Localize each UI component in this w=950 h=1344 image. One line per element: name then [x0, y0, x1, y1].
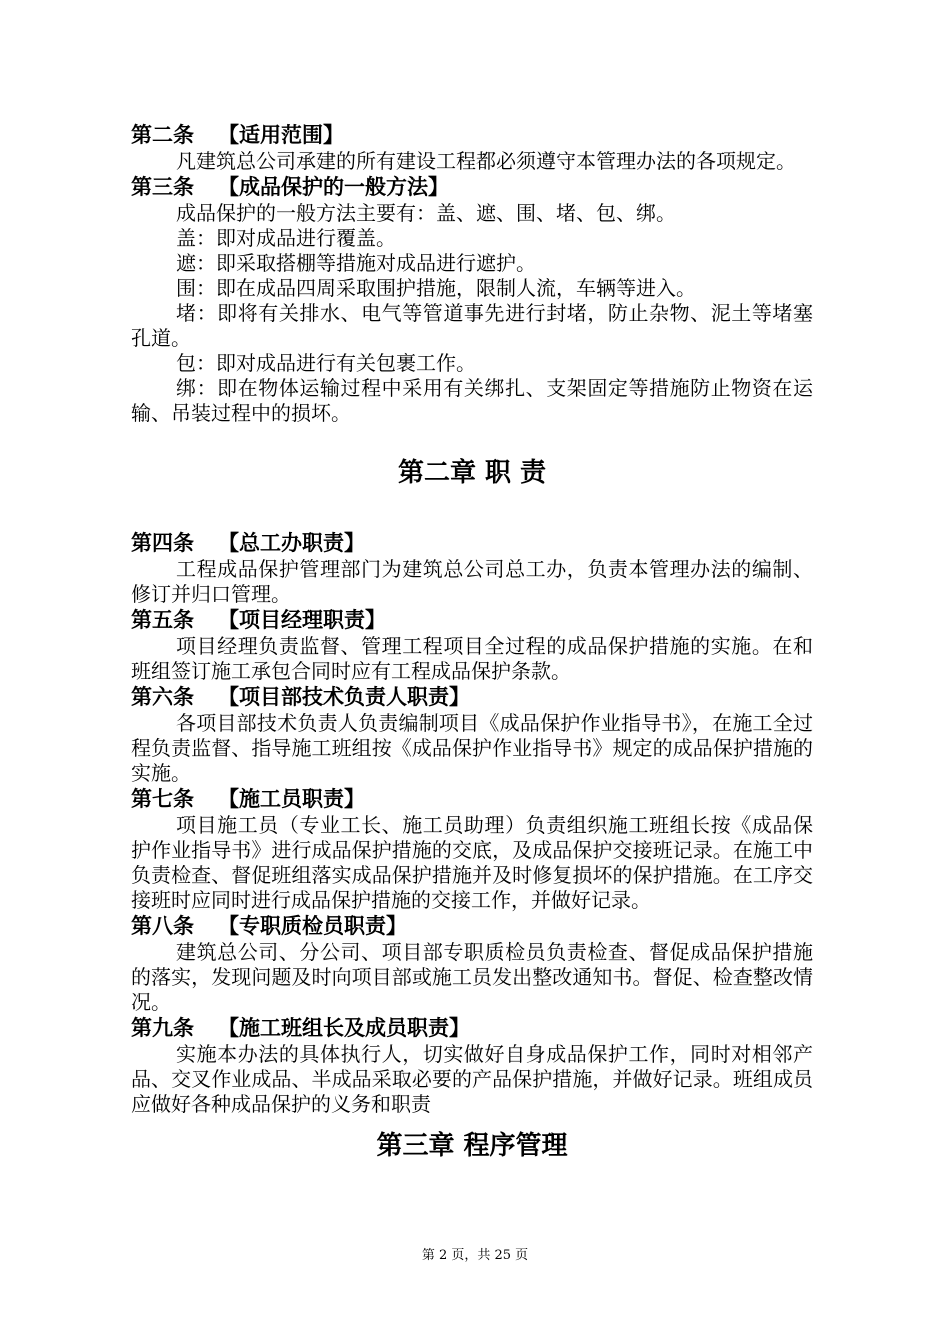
article-label: 第二条 — [131, 123, 194, 147]
article-heading — [131, 607, 813, 634]
article-paragraph: 实施本办法的具体执行人，切实做好自身成品保护工作，同时对相邻产品、交叉作业成品、半成品采取必要的产品保护措施，并做好记录。班组成员应做好各种成品保护的义务和职责 — [131, 1042, 813, 1116]
article-title: 【项目经理职责】 — [218, 608, 386, 632]
article-label: 第四条 — [131, 531, 194, 555]
article-heading — [131, 1015, 813, 1042]
article-title: 【成品保护的一般方法】 — [218, 175, 449, 199]
article-heading — [131, 174, 813, 201]
article-heading — [131, 913, 813, 940]
article-paragraph: 工程成品保护管理部门为建筑总公司总工办，负责本管理办法的编制、修订并归口管理。 — [131, 557, 813, 606]
article-paragraph: 绑：即在物体运输过程中采用有关绑扎、支架固定等措施防止物资在运输、吊装过程中的损坏。 — [131, 376, 813, 425]
article-title: 【施工班组长及成员职责】 — [218, 1016, 470, 1040]
article-heading — [131, 122, 813, 149]
article-paragraph: 建筑总公司、分公司、项目部专职质检员负责检查、督促成品保护措施的落实，发现问题及时向项目部或施工员发出整改通知书。督促、检查整改情况。 — [131, 940, 813, 1014]
page-content — [131, 122, 813, 1163]
article-title: 【项目部技术负责人职责】 — [218, 685, 470, 709]
article-paragraph: 项目施工员（专业工长、施工员助理）负责组织施工班组长按《成品保护作业指导书》进行成品保护措施的交底，及成品保护交接班记录。在施工中负责检查、督促班组落实成品保护措施并及时修复损坏的保护措施。在工序交接班时应同时进行成品保护措施的交接工作，并做好记录。 — [131, 813, 813, 912]
article-title: 【适用范围】 — [218, 123, 344, 147]
article-paragraph: 堵：即将有关排水、电气等管道事先进行封堵，防止杂物、泥土等堵塞孔道。 — [131, 301, 813, 350]
page-footer: 第 2 页，共 25 页 — [421, 1248, 529, 1263]
article-label: 第八条 — [131, 914, 194, 938]
article-heading — [131, 530, 813, 557]
article-title: 【专职质检员职责】 — [218, 914, 407, 938]
article-paragraph: 各项目部技术负责人负责编制项目《成品保护作业指导书》，在施工全过程负责监督、指导施工班组按《成品保护作业指导书》规定的成品保护措施的实施。 — [131, 711, 813, 785]
article-title: 【总工办职责】 — [218, 531, 365, 555]
article-heading — [131, 786, 813, 813]
article-label: 第七条 — [131, 787, 194, 811]
article-paragraph: 围：即在成品四周采取围护措施，限制人流，车辆等进入。 — [176, 276, 696, 300]
article-paragraph: 凡建筑总公司承建的所有建设工程都必须遵守本管理办法的各项规定。 — [176, 149, 796, 173]
article-paragraph: 成品保护的一般方法主要有：盖、遮、围、堵、包、绑。 — [176, 201, 676, 225]
article-title: 【施工员职责】 — [218, 787, 365, 811]
article-paragraph: 包：即对成品进行有关包裹工作。 — [176, 351, 476, 375]
article-label: 第五条 — [131, 608, 194, 632]
article-paragraph: 盖：即对成品进行覆盖。 — [176, 226, 396, 250]
article-label: 第九条 — [131, 1016, 194, 1040]
chapter-title: 第三章 程序管理 — [376, 1131, 568, 1161]
article-label: 第六条 — [131, 685, 194, 709]
article-paragraph: 项目经理负责监督、管理工程项目全过程的成品保护措施的实施。在和班组签订施工承包合同时应有工程成品保护条款。 — [131, 634, 813, 683]
chapter-title: 第二章 职 责 — [397, 458, 547, 488]
article-paragraph: 遮：即采取搭棚等措施对成品进行遮护。 — [176, 251, 536, 275]
article-label: 第三条 — [131, 175, 194, 199]
article-heading — [131, 684, 813, 711]
